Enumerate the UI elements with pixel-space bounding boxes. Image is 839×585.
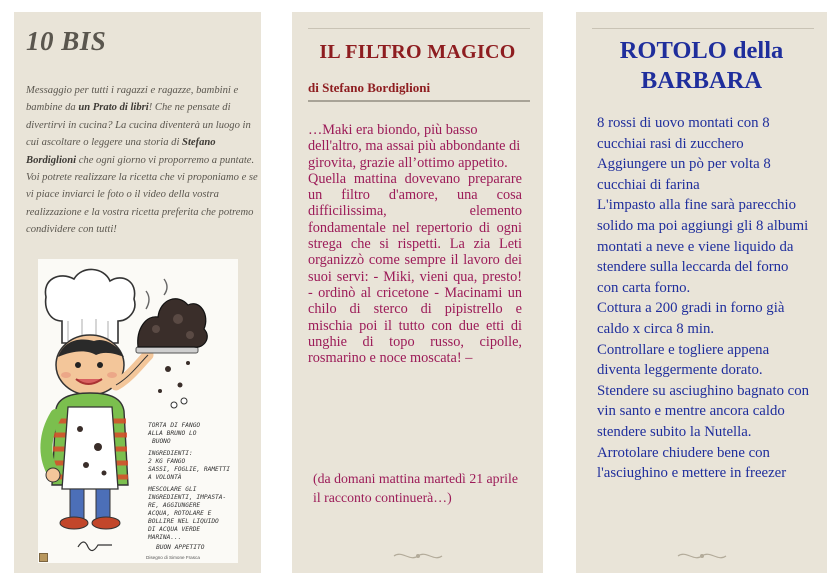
story-text bbox=[308, 122, 522, 366]
note-line: BUONO bbox=[152, 438, 171, 445]
note-line: RE, AGGIUNGERE bbox=[148, 502, 201, 509]
column-story bbox=[292, 12, 543, 573]
corner-stamp-icon bbox=[39, 553, 48, 562]
note-line: 2 KG FANGO bbox=[148, 458, 186, 465]
recipe-title bbox=[576, 36, 827, 96]
note-line: ALLA BRUNO LO bbox=[148, 430, 197, 437]
drawing-credit: Disegno di Simone Frasca bbox=[146, 555, 200, 560]
recipe-step: Arrotolare chiudere bene con l'asciughino e mettere in freezer bbox=[597, 444, 787, 482]
story-continuation: (da domani mattina martedì 21 aprile il racconto continuerà…) bbox=[313, 471, 518, 505]
story-title: IL FILTRO MAGICO bbox=[319, 41, 516, 63]
story-paragraph: …Maki era biondo, più basso dell'altro, ma assai più abbondante di girovita, grazie all’ottimo appetito. bbox=[308, 122, 521, 171]
recipe-step: Controllare e togliere appena diventa leggermente dorato. bbox=[597, 341, 770, 379]
recipe-steps bbox=[597, 113, 811, 484]
artist-signature bbox=[78, 542, 112, 551]
note-line: TORTA DI FANGO bbox=[148, 422, 201, 429]
note-line: ACQUA, ROTOLARE E bbox=[148, 510, 212, 517]
recipe-step: Aggiungere un pò per volta 8 cucchiai di farina bbox=[597, 156, 771, 193]
note-line: A VOLONTÀ bbox=[148, 474, 182, 481]
note-line: BOLLIRE NEL LIQUIDO bbox=[148, 518, 219, 525]
top-divider bbox=[592, 28, 814, 29]
intro-title: 10 BIS bbox=[26, 26, 107, 56]
top-divider bbox=[308, 28, 530, 29]
story-byline: di Stefano Bordiglioni bbox=[308, 80, 431, 95]
story-paragraph: Quella mattina dovevano preparare un filtro d'amore, una cosa difficilissima, elemento fondamentale nel repertorio di ogni strega che si rispetti. La zia Leti organizzò come sempre il lavoro dei suoi servi: - Miki, vieni qua, presto! - ordinò al cricetone - Macinami un chilo di sterco di pipistrello e mischia poi il tutto con due etti di unghie di topo russo, cipolle, rosmarino e noce moscata! – bbox=[308, 170, 522, 367]
note-line: INGREDIENTI: bbox=[148, 450, 193, 457]
column-intro bbox=[14, 12, 261, 573]
byline-divider bbox=[308, 100, 530, 102]
note-line: MARINA... bbox=[148, 534, 182, 541]
recipe-step: Stendere su asciughino bagnato con vin santo e mentre ancora caldo stendere subito la Nutella. bbox=[597, 382, 810, 440]
recipe-step: L'impasto alla fine sarà parecchio solido ma poi aggiungi gli 8 albumi montati a neve e viene liquido da stendere sulla leccarda del forno con carta forno. bbox=[597, 197, 809, 296]
intro-message: Messaggio per tutti i ragazzi e ragazze, bambini e bambine da un Prato di libri! Che ne pensate di divertirvi in cucina? La cucina diventerà un luogo in cui ascoltare o leggere una storia di Stefano Bordiglioni che ogni giorno vi proporremo a puntate. Voi potrete realizzare la ricetta che vi proponiamo e se vi piace inviarci le foto o il video della vostra realizzazione e la vostra ricetta preferita che potremo condividere con tutti! bbox=[26, 85, 258, 236]
recipe-title-line: BARBARA bbox=[640, 67, 763, 94]
flourish-ornament-icon bbox=[392, 550, 444, 562]
chef-drawing-svg bbox=[38, 259, 238, 563]
note-line: DI ACQUA VERDE bbox=[148, 526, 201, 533]
flourish-ornament-icon bbox=[676, 550, 728, 562]
note-line: INGREDIENTI, IMPASTA- bbox=[148, 494, 227, 501]
recipe-title-line: ROTOLO della bbox=[619, 37, 784, 64]
recipe-step: Cottura a 200 gradi in forno già caldo x circa 8 min. bbox=[597, 300, 785, 337]
note-line: SASSI, FOGLIE, RAMETTI bbox=[148, 466, 230, 473]
chef-illustration bbox=[38, 259, 238, 563]
column-recipe bbox=[576, 12, 827, 573]
recipe-step: 8 rossi di uovo montati con 8 cucchiai rasi di zucchero bbox=[597, 115, 770, 152]
note-signoff: BUON APPETITO bbox=[156, 544, 205, 551]
note-line: MESCOLARE GLI bbox=[148, 486, 197, 493]
